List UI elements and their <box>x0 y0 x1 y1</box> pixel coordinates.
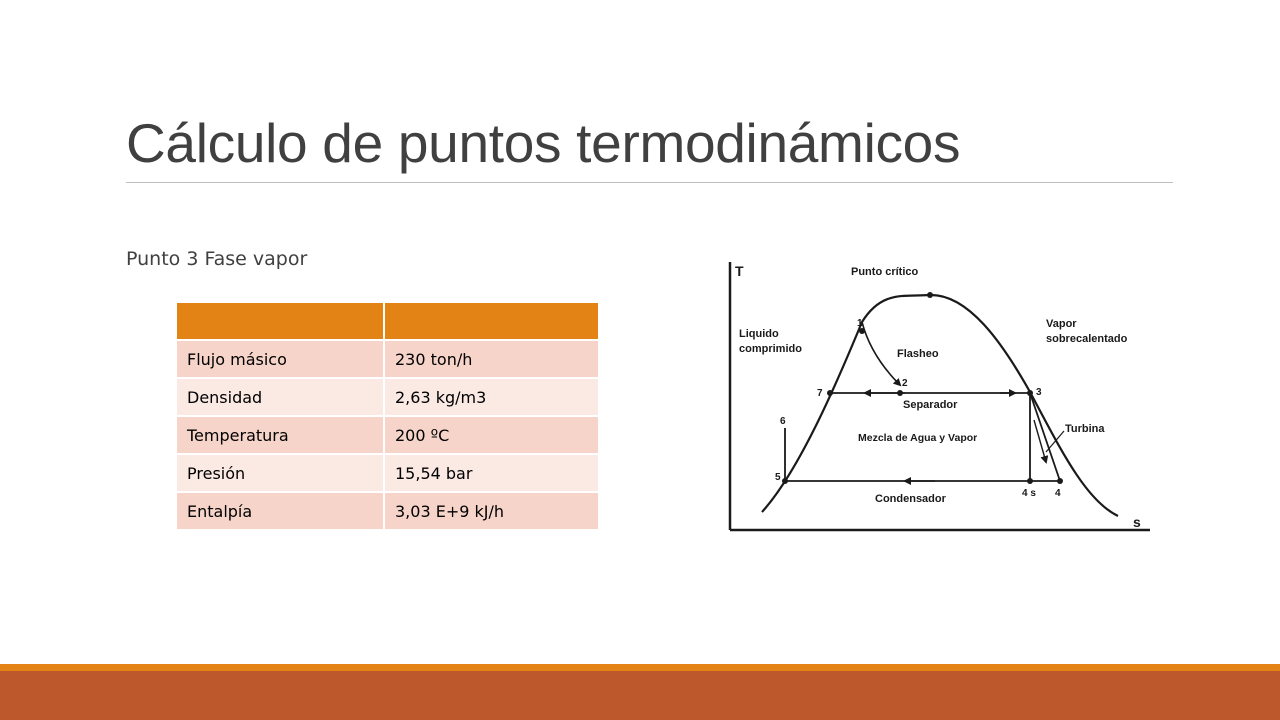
point-4s-dot <box>1027 478 1033 484</box>
point-3-dot <box>1027 390 1033 396</box>
table-row <box>176 492 599 530</box>
property-value: 2,63 kg/m3 <box>384 378 599 416</box>
liquid-label-line2: comprimido <box>739 343 802 355</box>
point-6-label: 6 <box>780 416 786 427</box>
s-axis-label: s <box>1133 514 1141 530</box>
ts-diagram <box>725 255 1155 540</box>
turbine-label: Turbina <box>1065 423 1105 435</box>
vapor-label-line2: sobrecalentado <box>1046 333 1128 345</box>
property-name: Densidad <box>176 378 384 416</box>
footer-accent-line <box>0 664 1280 671</box>
point-7-label: 7 <box>817 388 823 399</box>
property-name: Temperatura <box>176 416 384 454</box>
point-4s-label: 4 s <box>1022 488 1036 499</box>
point-4-dot <box>1057 478 1063 484</box>
point-1-label: 1 <box>857 318 863 329</box>
point-2-label: 2 <box>902 378 908 389</box>
footer-band <box>0 671 1280 720</box>
point-7-dot <box>827 390 833 396</box>
property-name: Entalpía <box>176 492 384 530</box>
property-name: Flujo másico <box>176 340 384 378</box>
separator-label: Separador <box>903 399 958 411</box>
critical-point-label: Punto crítico <box>851 266 919 278</box>
table-row <box>176 454 599 492</box>
table-row <box>176 340 599 378</box>
critical-point-dot <box>927 292 933 298</box>
point-5-dot <box>782 478 788 484</box>
property-value: 200 ºC <box>384 416 599 454</box>
t-axis-label: T <box>735 263 744 279</box>
table-row <box>176 416 599 454</box>
slide-subtitle: Punto 3 Fase vapor <box>126 248 308 270</box>
property-value: 3,03 E+9 kJ/h <box>384 492 599 530</box>
mixture-label: Mezcla de Agua y Vapor <box>858 432 978 444</box>
table-row <box>176 378 599 416</box>
property-value: 15,54 bar <box>384 454 599 492</box>
liquid-label-line1: Liquido <box>739 328 779 340</box>
point-4-label: 4 <box>1055 488 1061 499</box>
property-value: 230 ton/h <box>384 340 599 378</box>
table-header-cell <box>176 302 384 340</box>
property-name: Presión <box>176 454 384 492</box>
turbine-arrow <box>1034 420 1046 462</box>
title-divider <box>126 182 1173 183</box>
point-5-label: 5 <box>775 472 781 483</box>
vapor-label-line1: Vapor <box>1046 318 1077 330</box>
properties-table <box>175 301 600 531</box>
flash-arrow <box>862 322 900 385</box>
table-header-row <box>176 302 599 340</box>
condenser-label: Condensador <box>875 493 946 505</box>
point-2-dot <box>897 390 903 396</box>
point-3-label: 3 <box>1036 387 1042 398</box>
table-header-cell <box>384 302 599 340</box>
turbine-expansion-line <box>1030 393 1060 481</box>
flash-label: Flasheo <box>897 348 939 360</box>
slide-title: Cálculo de puntos termodinámicos <box>126 112 961 174</box>
